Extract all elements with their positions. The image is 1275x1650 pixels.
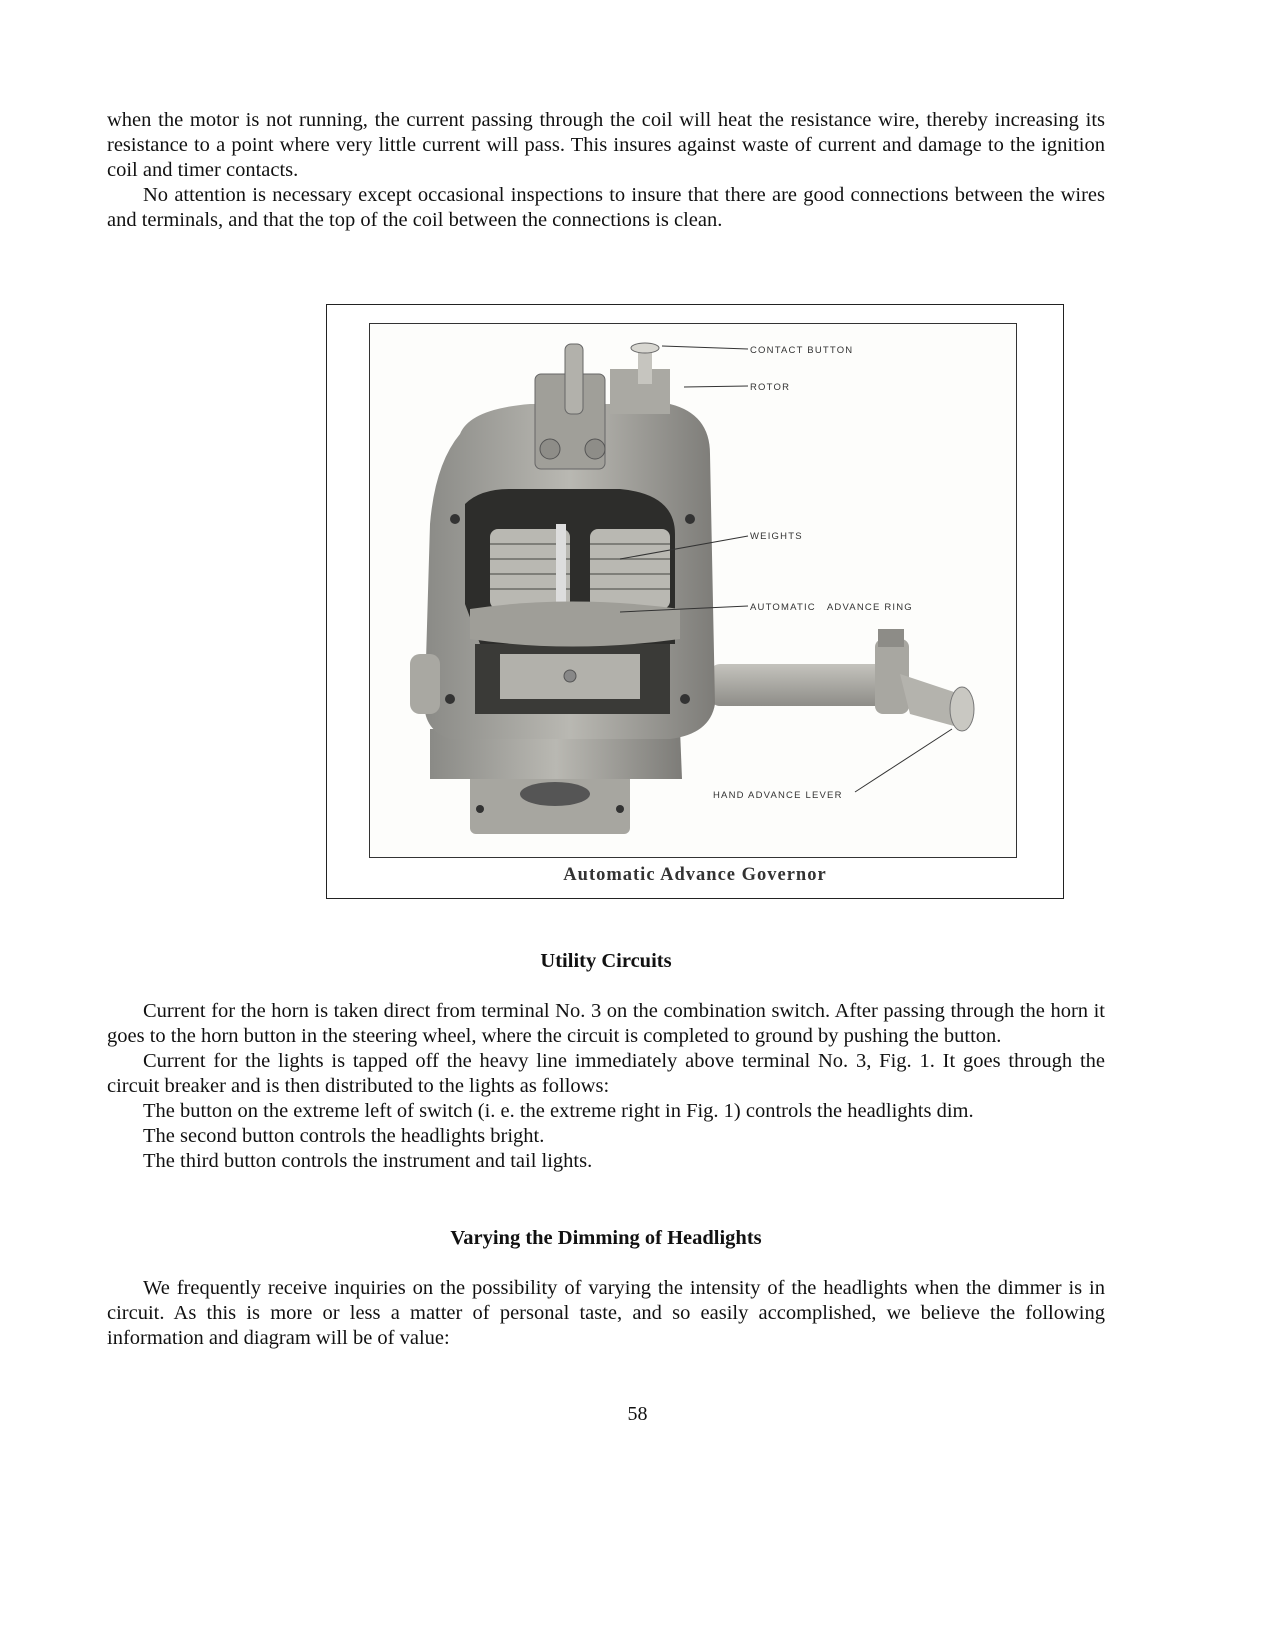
paragraph: Current for the horn is taken direct from terminal No. 3 on the combination switch. After passing through the horn it goes to the horn button in the steering wheel, where the circuit is completed to ground by pushing the button. [107, 1000, 1105, 1047]
section-heading-dimming: Varying the Dimming of Headlights [450, 1227, 762, 1249]
dimming-text [107, 1276, 1105, 1351]
paragraph: when the motor is not running, the current passing through the coil will heat the resistance wire, thereby increasing its resistance to a point where very little current will pass. This insures against waste of current and damage to the ignition coil and timer contacts. [107, 109, 1105, 181]
governor-illustration [370, 324, 1016, 857]
paragraph: The button on the extreme left of switch (i. e. the extreme right in Fig. 1) controls the headlights dim. [143, 1100, 974, 1122]
label-advance-ring: AUTOMATIC ADVANCE RING [750, 602, 913, 613]
page-number: 58 [627, 1403, 648, 1425]
paragraph: No attention is necessary except occasional inspections to insure that there are good connections between the wires and terminals, and that the top of the coil between the connections is clean. [107, 184, 1105, 231]
label-hand-advance-lever: HAND ADVANCE LEVER [713, 790, 843, 801]
figure-governor [326, 304, 1064, 899]
paragraph: The second button controls the headlights bright. [143, 1125, 545, 1147]
paragraph: We frequently receive inquiries on the possibility of varying the intensity of the headlights when the dimmer is in circuit. As this is more or less a matter of personal taste, and so easily accomplished, we believe the following information and diagram will be of value: [107, 1277, 1105, 1349]
paragraph: The third button controls the instrument and tail lights. [143, 1150, 593, 1172]
label-rotor: ROTOR [750, 382, 791, 393]
label-contact-button: CONTACT BUTTON [750, 345, 854, 356]
section-heading-utility: Utility Circuits [540, 950, 672, 972]
figure-image-frame [369, 323, 1017, 858]
paragraph: Current for the lights is tapped off the heavy line immediately above terminal No. 3, Fig. 1. It goes through the circuit breaker and is then distributed to the lights as follows: [107, 1050, 1105, 1097]
intro-text [107, 108, 1105, 233]
utility-text [107, 999, 1105, 1174]
figure-caption: Automatic Advance Governor [563, 865, 827, 885]
label-weights: WEIGHTS [750, 531, 803, 542]
